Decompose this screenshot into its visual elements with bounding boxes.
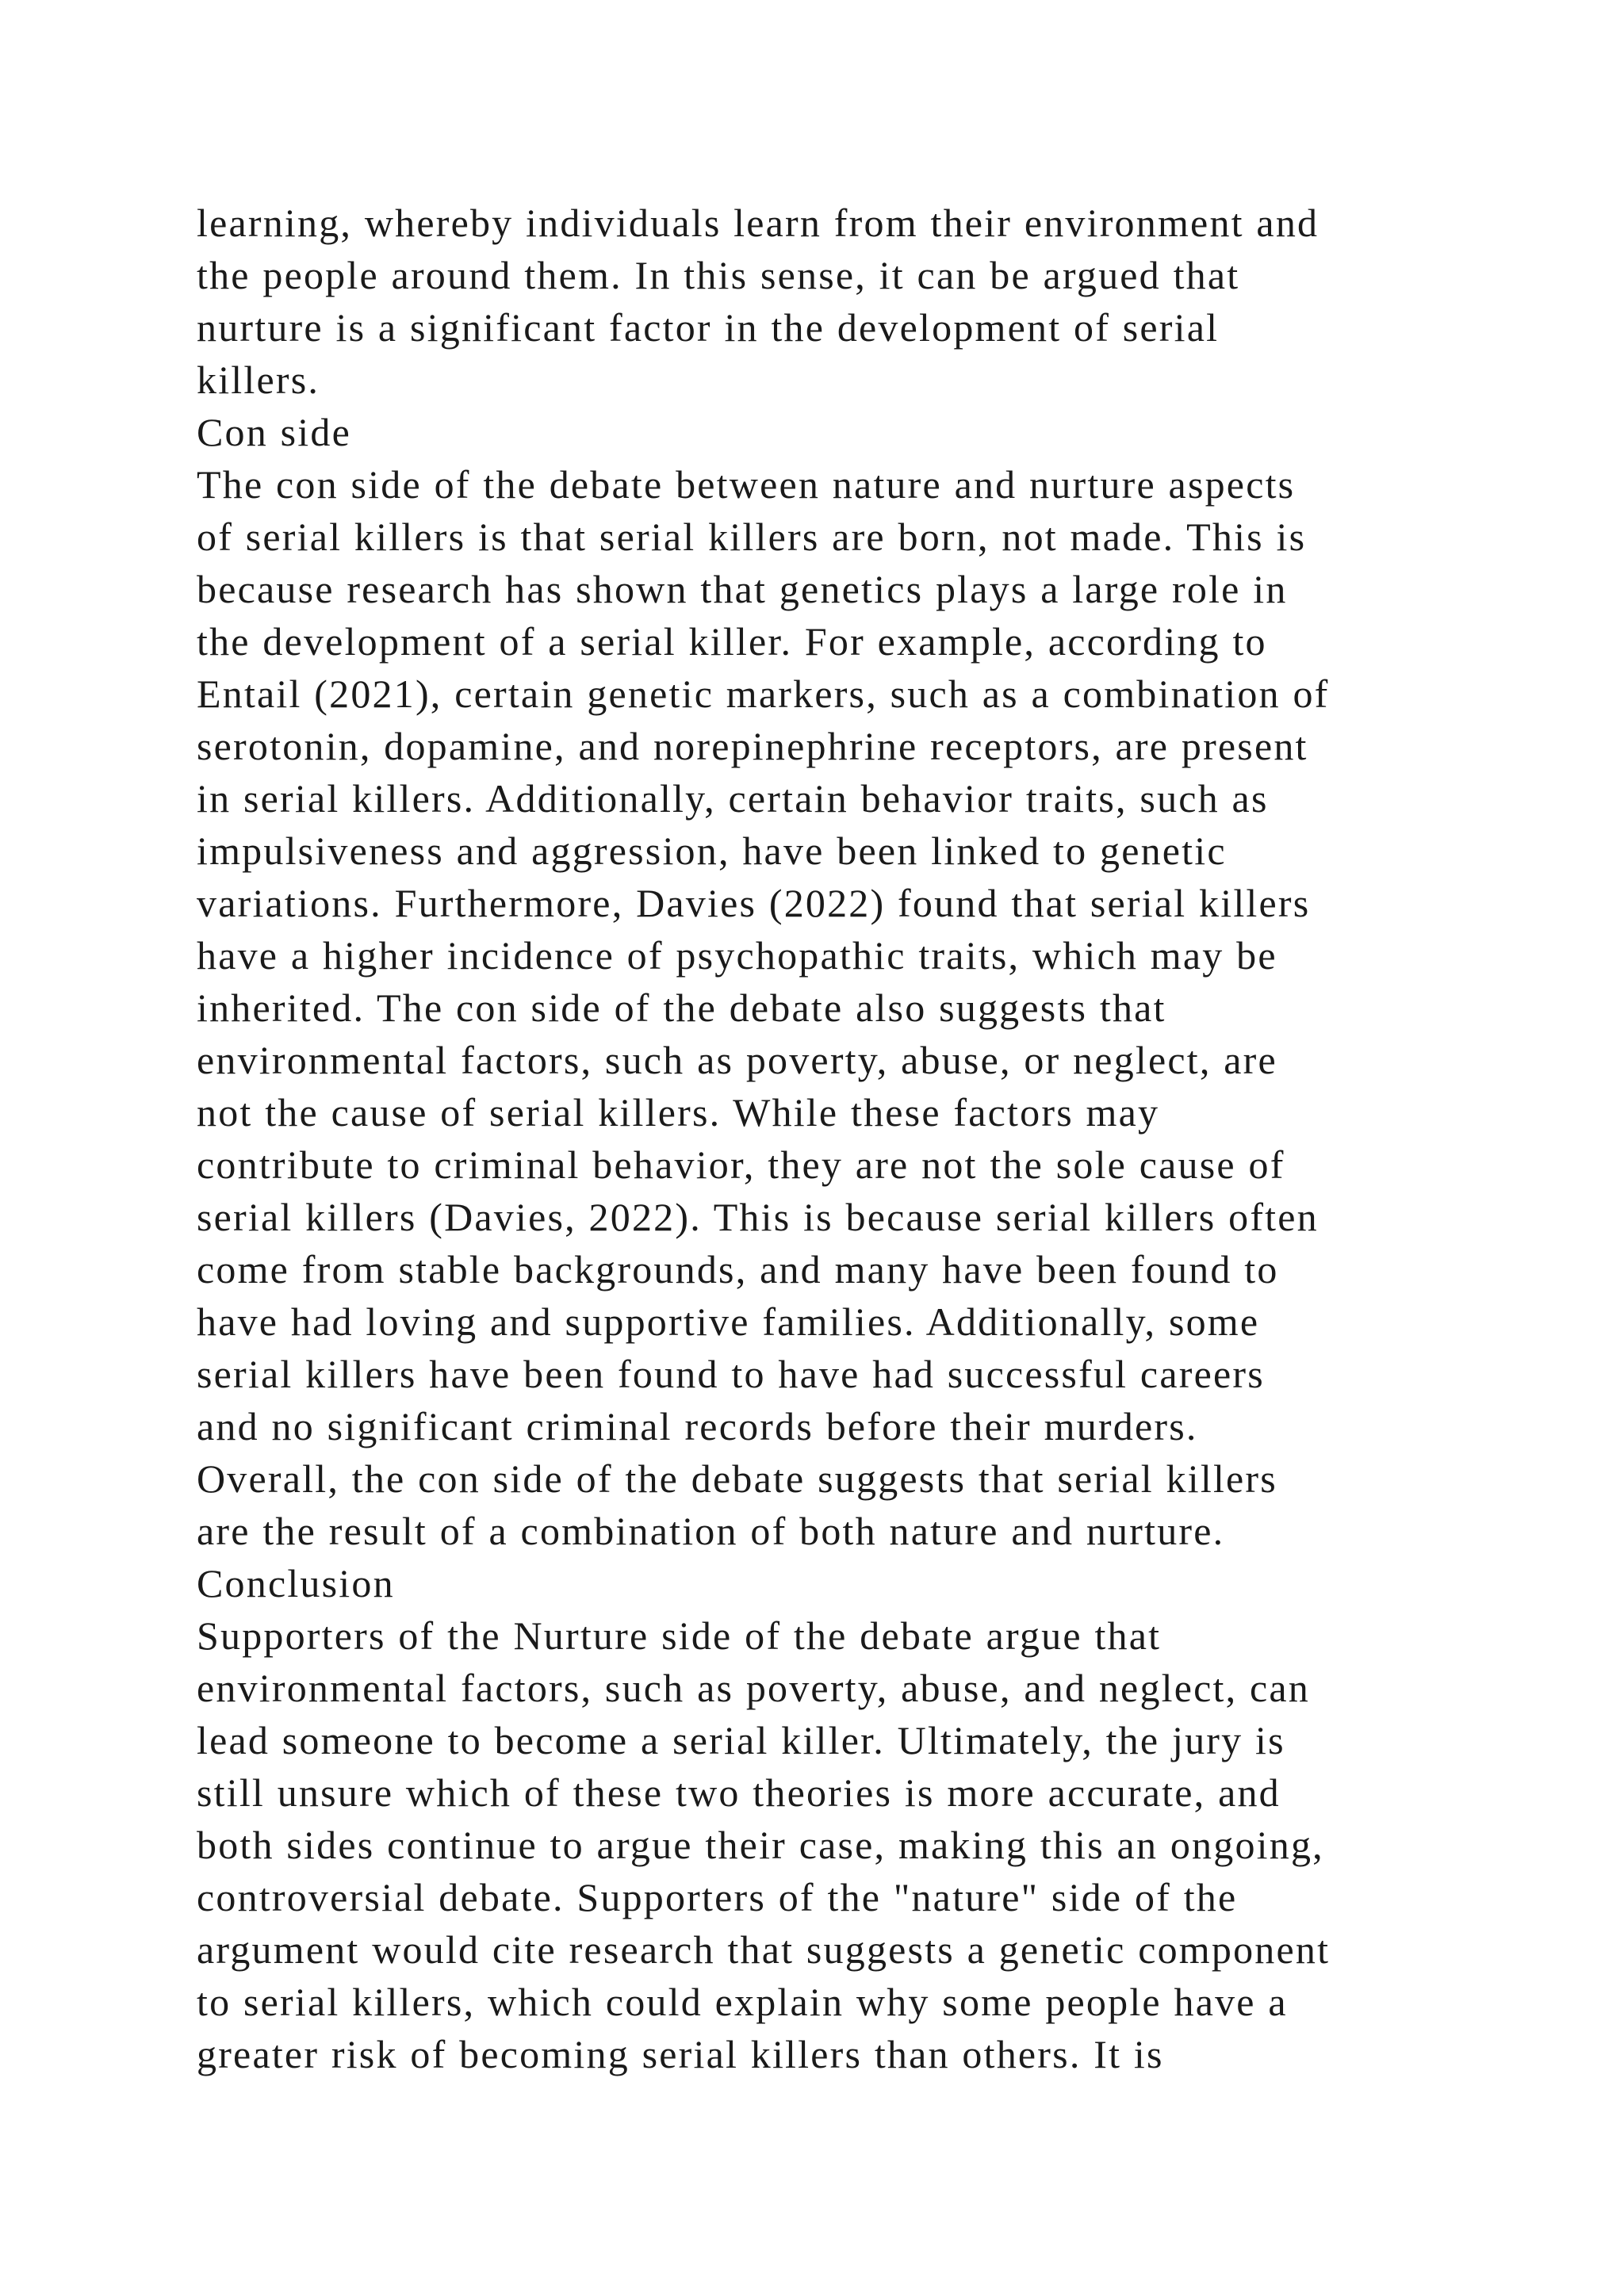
text-line: learning, whereby individuals learn from their environment and [197, 201, 1320, 245]
text-line: because research has shown that genetics plays a large role in [197, 567, 1288, 611]
section-heading-con-side: Con side [197, 410, 351, 454]
text-line: serotonin, dopamine, and norepinephrine receptors, are present [197, 724, 1308, 768]
text-line: still unsure which of these two theories is more accurate, and [197, 1770, 1281, 1815]
text-line: the people around them. In this sense, it can be argued that [197, 253, 1240, 297]
text-line: The con side of the debate between nature and nurture aspects [197, 462, 1296, 507]
text-line: have had loving and supportive families. Additionally, some [197, 1299, 1260, 1344]
text-line: contribute to criminal behavior, they are not the sole cause of [197, 1142, 1285, 1187]
section-heading-conclusion: Conclusion [197, 1561, 395, 1605]
text-line: environmental factors, such as poverty, abuse, or neglect, are [197, 1038, 1277, 1082]
text-line: inherited. The con side of the debate also suggests that [197, 985, 1166, 1030]
text-line: both sides continue to argue their case, making this an ongoing, [197, 1823, 1324, 1867]
text-line: of serial killers is that serial killers are born, not made. This is [197, 515, 1307, 559]
text-line: serial killers have been found to have had successful careers [197, 1352, 1265, 1396]
text-line: nurture is a significant factor in the development of serial [197, 305, 1220, 350]
text-line: impulsiveness and aggression, have been linked to genetic [197, 828, 1227, 873]
text-line: variations. Furthermore, Davies (2022) found that serial killers [197, 881, 1311, 925]
text-line: to serial killers, which could explain why some people have a [197, 1980, 1288, 2024]
text-line: and no significant criminal records before their murders. [197, 1404, 1198, 1448]
text-line: in serial killers. Additionally, certain behavior traits, such as [197, 776, 1269, 821]
document-body [197, 197, 1497, 2080]
text-line: Overall, the con side of the debate suggests that serial killers [197, 1456, 1277, 1501]
text-line: Supporters of the Nurture side of the debate argue that [197, 1613, 1162, 1658]
text-line: come from stable backgrounds, and many have been found to [197, 1247, 1279, 1292]
text-line: the development of a serial killer. For example, according to [197, 619, 1267, 664]
text-line: controversial debate. Supporters of the "nature" side of the [197, 1875, 1238, 1919]
text-line: lead someone to become a serial killer. Ultimately, the jury is [197, 1718, 1285, 1762]
text-line: environmental factors, such as poverty, abuse, and neglect, can [197, 1666, 1310, 1710]
text-line: Entail (2021), certain genetic markers, such as a combination of [197, 672, 1330, 716]
text-line: argument would cite research that suggests a genetic component [197, 1927, 1331, 1972]
text-line: greater risk of becoming serial killers than others. It is [197, 2032, 1164, 2076]
text-line: serial killers (Davies, 2022). This is because serial killers often [197, 1195, 1319, 1239]
text-line: not the cause of serial killers. While these factors may [197, 1090, 1160, 1135]
text-line: are the result of a combination of both nature and nurture. [197, 1509, 1225, 1553]
text-line: killers. [197, 358, 320, 402]
text-line: have a higher incidence of psychopathic traits, which may be [197, 933, 1277, 978]
